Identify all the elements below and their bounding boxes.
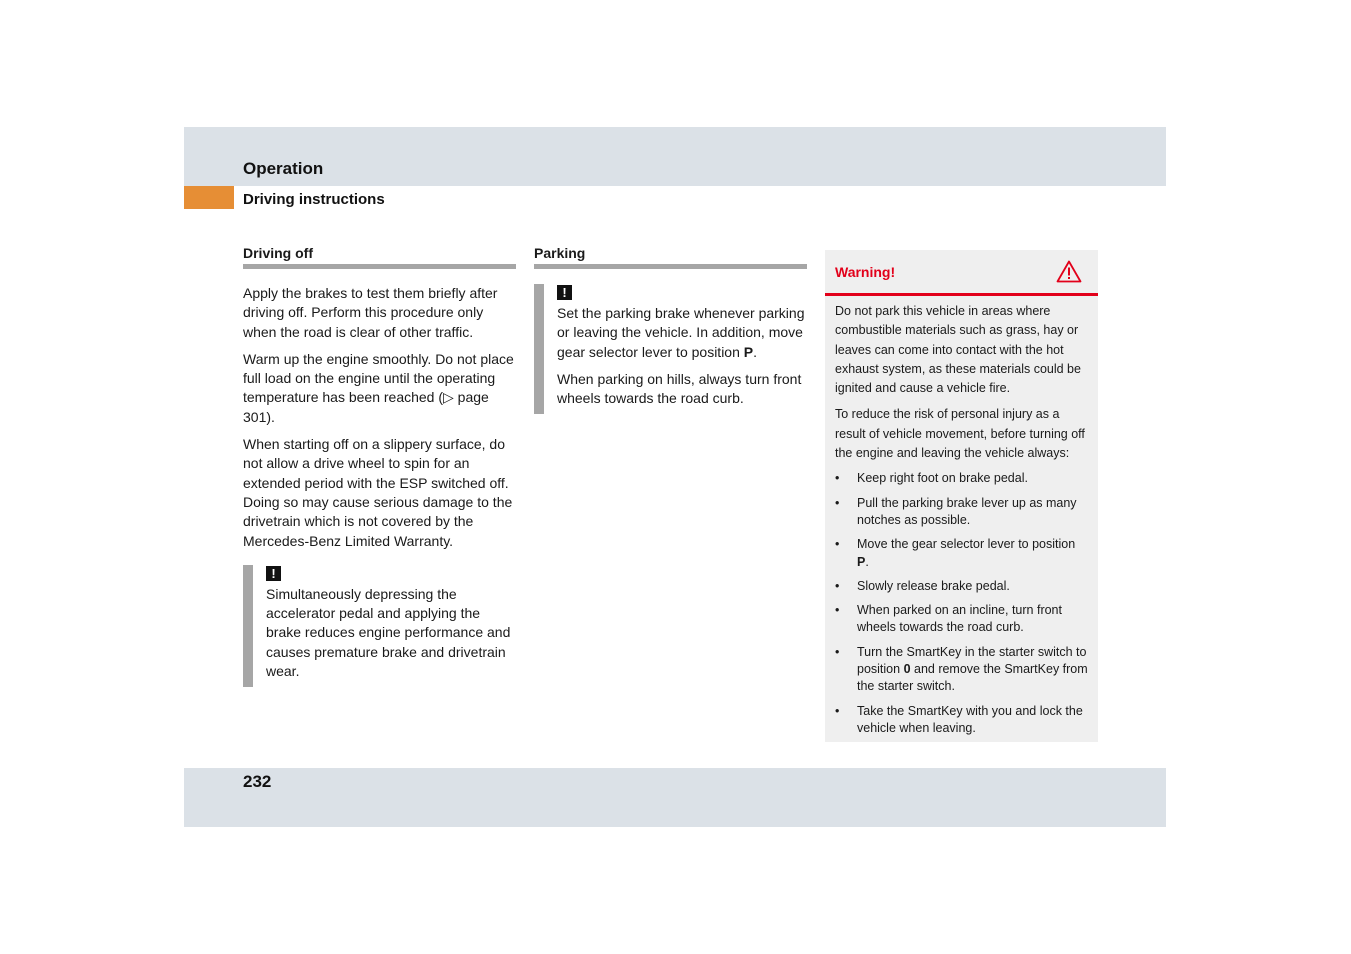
footer-band bbox=[184, 768, 1166, 827]
list-item: • Move the gear selector lever to position P. bbox=[835, 537, 1076, 569]
section-marker-tab bbox=[184, 186, 234, 209]
notice-text: Set the parking brake whenever parking or leaving the vehicle. In addition, move gear selector lever to position P. bbox=[557, 305, 805, 360]
subsection-title: Driving instructions bbox=[243, 191, 385, 208]
notice-bar bbox=[243, 565, 253, 687]
warning-list bbox=[835, 470, 1090, 737]
exclamation-icon: ! bbox=[557, 285, 572, 300]
header-band bbox=[184, 127, 1166, 186]
warning-body bbox=[825, 296, 1098, 737]
warning-paragraph: To reduce the risk of personal injury as a result of vehicle movement, before turning off the engine and leaving the vehicle always: bbox=[835, 407, 1085, 461]
driving-off-column bbox=[243, 245, 516, 689]
driving-off-paragraph: Apply the brakes to test them briefly after driving off. Perform this procedure only when the road is clear of other traffic. bbox=[243, 285, 498, 340]
notice-bar bbox=[534, 284, 544, 414]
driving-off-paragraph: Warm up the engine smoothly. Do not place full load on the engine until the operating temperature has been reached (▷ page 301). bbox=[243, 350, 514, 425]
bullet: • bbox=[835, 578, 840, 593]
list-item: • Turn the SmartKey in the starter switch to position 0 and remove the SmartKey from the starter switch. bbox=[835, 644, 1088, 694]
parking-body bbox=[534, 284, 807, 408]
warning-label: Warning! bbox=[835, 264, 896, 280]
driving-off-body bbox=[243, 284, 516, 681]
warning-box bbox=[825, 250, 1098, 742]
notice-text: When parking on hills, always turn front wheels towards the road curb. bbox=[557, 370, 802, 407]
warning-triangle-icon bbox=[1056, 260, 1082, 283]
warning-header bbox=[825, 250, 1098, 296]
list-item: • Slowly release brake pedal. bbox=[835, 578, 1090, 595]
driving-off-heading: Driving off bbox=[243, 245, 516, 269]
parking-notice bbox=[534, 284, 807, 408]
parking-heading: Parking bbox=[534, 245, 807, 269]
driving-off-notice bbox=[243, 565, 516, 681]
notice-text: Simultaneously depressing the accelerator pedal and applying the brake reduces engine performance and causes premature brake and drivetrain wear. bbox=[266, 585, 511, 680]
bullet: • bbox=[835, 703, 840, 718]
list-item: • Keep right foot on brake pedal. bbox=[835, 470, 1090, 487]
bullet: • bbox=[835, 537, 840, 552]
exclamation-icon: ! bbox=[266, 566, 281, 581]
bullet: • bbox=[835, 603, 840, 618]
bullet: • bbox=[835, 471, 840, 486]
list-item: • When parked on an incline, turn front wheels towards the road curb. bbox=[835, 603, 1062, 635]
parking-column bbox=[534, 245, 807, 416]
bullet: • bbox=[835, 495, 840, 510]
list-item: • Take the SmartKey with you and lock the vehicle when leaving. bbox=[835, 703, 1083, 735]
bullet: • bbox=[835, 644, 840, 659]
driving-off-paragraph: When starting off on a slippery surface, do not allow a drive wheel to spin for an extended period with the ESP switched off. Doing so may cause serious damage to the drivetrain which is not covered by the Mercedes-Benz Limited Warranty. bbox=[243, 436, 513, 549]
list-item: • Pull the parking brake lever up as many notches as possible. bbox=[835, 495, 1077, 527]
warning-paragraph: Do not park this vehicle in areas where combustible materials such as grass, hay or leaves can come into contact with the hot exhaust system, as these materials could be ignited and cause a vehicle fire. bbox=[835, 304, 1081, 396]
section-title: Operation bbox=[243, 159, 324, 178]
page-number: 232 bbox=[243, 772, 272, 791]
